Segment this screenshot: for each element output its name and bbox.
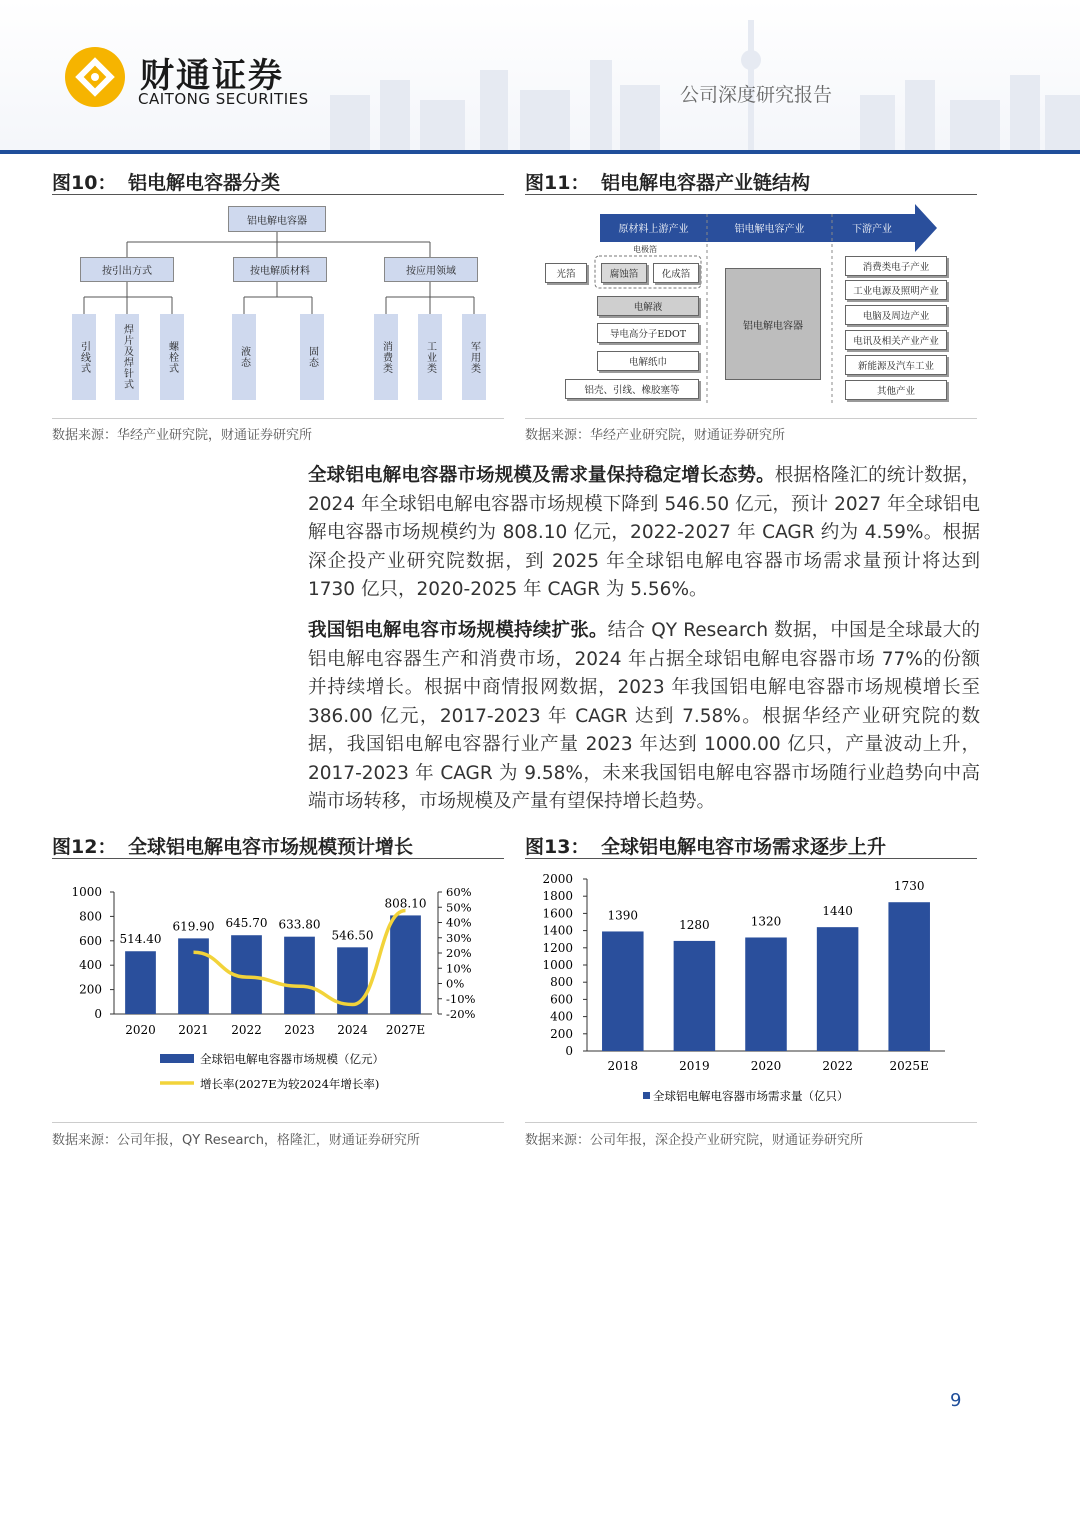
- fig12-y2-tick-label: 50%: [446, 900, 472, 915]
- paragraph-1-lead: 全球铝电解电容器市场规模及需求量保持稳定增长态势。: [308, 465, 775, 486]
- fig12-data-label: 514.40: [119, 932, 162, 947]
- fig11-arrow-label: 原材料上游产业: [618, 224, 689, 235]
- fig12-x-tick-label: 2023: [284, 1023, 315, 1037]
- fig10-leaf-node: 固态: [300, 314, 324, 400]
- fig13-x-tick-label: 2022: [822, 1059, 853, 1073]
- fig12-source: 数据来源：公司年报，QY Research，格隆汇，财通证券研究所: [52, 1133, 420, 1148]
- fig10-leaf-node: 焊片及焊针式: [115, 314, 139, 400]
- fig11-upstream-node: 光箔: [545, 263, 587, 283]
- fig13-title-text: 全球铝电解电容市场需求逐步上升: [601, 836, 887, 858]
- fig11-arrow-label: 下游产业: [852, 224, 892, 235]
- fig11-title-text: 铝电解电容器产业链结构: [601, 172, 811, 194]
- fig11-upstream-node: 铝壳、引线、橡胶塞等: [565, 379, 699, 399]
- fig11-upstream-node: 化成箔: [653, 263, 699, 283]
- fig10-rule: [52, 194, 504, 195]
- fig11-arrow-label: 铝电解电容产业: [734, 224, 805, 235]
- fig12-data-label: 633.80: [278, 917, 321, 932]
- fig12-rule: [52, 858, 504, 859]
- fig13-y-tick-label: 400: [550, 1009, 573, 1024]
- paragraph-1: [308, 462, 980, 605]
- fig12-legend-bar-swatch: [160, 1054, 194, 1063]
- fig10-number: 图10：: [52, 172, 117, 194]
- fig12-title: [52, 832, 413, 859]
- fig13-y-tick-label: 200: [550, 1026, 573, 1041]
- fig11-source: 数据来源：华经产业研究院，财通证券研究所: [525, 428, 786, 443]
- page-number: 9: [950, 1390, 962, 1411]
- fig13-number: 图13：: [525, 836, 590, 858]
- fig10-leaf-node: 引线式: [72, 314, 96, 400]
- paragraph-2: [308, 617, 980, 817]
- fig12-y2-tick-label: 0%: [446, 976, 465, 991]
- fig12-y2-tick-label: -20%: [446, 1007, 476, 1021]
- fig12-y-tick-label: 0: [94, 1007, 102, 1021]
- fig12-y-tick-label: 600: [79, 933, 102, 948]
- fig12-data-label: 546.50: [331, 928, 374, 943]
- fig13-y-tick-label: 800: [550, 975, 573, 990]
- fig11-middle-node: 铝电解电容器: [725, 268, 821, 380]
- fig12-y2-tick-label: -10%: [446, 991, 476, 1006]
- fig10-group-node: 按引出方式: [80, 257, 174, 282]
- fig13-y-tick-label: 1800: [542, 889, 573, 904]
- fig13-bar: [602, 931, 644, 1051]
- paragraph-2-lead: 我国铝电解电容市场规模持续扩张。: [308, 620, 608, 641]
- fig11-downstream-node: 新能源及汽车工业: [845, 355, 947, 375]
- brand-name-cn: 财通证券: [140, 56, 284, 96]
- fig13-x-tick-label: 2020: [750, 1059, 782, 1073]
- fig12-data-label: 645.70: [225, 916, 268, 931]
- fig13-x-tick-label: 2019: [679, 1059, 710, 1073]
- fig11-number: 图11：: [525, 172, 590, 194]
- fig13-rule: [525, 858, 977, 859]
- fig12-x-tick-label: 2027E: [385, 1023, 426, 1037]
- fig12-legend-bar-label: 全球铝电解电容器市场规模（亿元）: [200, 1052, 384, 1066]
- fig13-y-tick-label: 1600: [542, 906, 573, 921]
- fig12-bar: [284, 937, 315, 1014]
- fig11-diagram: [525, 200, 977, 415]
- fig12-bar: [178, 938, 209, 1014]
- fig12-data-label: 619.90: [172, 919, 215, 934]
- fig12-number: 图12：: [52, 836, 117, 858]
- fig13-y-tick-label: 1400: [542, 923, 573, 938]
- fig13-x-tick-label: 2025E: [889, 1059, 929, 1073]
- fig10-group-node: 按应用领域: [384, 257, 478, 282]
- fig13-x-tick-label: 2018: [607, 1059, 639, 1073]
- fig11-downstream-node: 电讯及相关产业产业: [845, 330, 947, 350]
- fig11-downstream-node: 工业电源及照明产业: [845, 280, 947, 300]
- caitong-logo-icon: [62, 44, 128, 114]
- fig10-leaf-node: 工业类: [418, 314, 442, 400]
- fig10-root-node: 铝电解电容器: [228, 206, 326, 232]
- fig13-source: 数据来源：公司年报，深企投产业研究院，财通证券研究所: [525, 1133, 864, 1148]
- fig13-data-label: 1440: [822, 904, 853, 919]
- fig10-title: [52, 168, 280, 195]
- header-rule: [0, 150, 1080, 154]
- fig10-source: 数据来源：华经产业研究院，财通证券研究所: [52, 428, 313, 443]
- fig12-y2-tick-label: 60%: [446, 885, 472, 899]
- fig13-chart: [525, 862, 977, 1118]
- fig12-bar: [390, 915, 421, 1014]
- fig11-electrode-label: 电极箔: [633, 245, 657, 254]
- fig13-bar: [817, 927, 859, 1051]
- fig12-y2-tick-label: 10%: [446, 961, 472, 976]
- fig11-upstream-node: 电解液: [597, 296, 699, 316]
- fig12-y2-tick-label: 20%: [446, 946, 472, 960]
- fig12-source-rule: [52, 1122, 504, 1123]
- fig13-legend-swatch: [643, 1092, 650, 1099]
- fig13-bar: [888, 902, 930, 1051]
- fig13-bar: [745, 937, 787, 1051]
- fig12-chart: [52, 862, 504, 1118]
- paragraph-2-text: 结合 QY Research 数据，中国是全球最大的铝电解电容器生产和消费市场，2024 年占据全球铝电解电容器市场 77%的份额并持续增长。根据中商情报网数据，2023 年我国铝电解电容器市场规模增长至 386.00 亿元，2017-2023 年 CAGR 达到 7.58%。根据华经产业研究院的数据，我国铝电解电容器行业产量 2023 年达到 1000.00 亿只，产量波动上升，2017-2023 年 CAGR 为 9.58%，未来我国铝电解电容器市场随行业趋势向中高端市场转移，市场规模及产量有望保持增长趋势。: [308, 620, 980, 812]
- fig10-leaf-node: 螺栓式: [160, 314, 184, 400]
- fig13-legend-label: 全球铝电解电容器市场需求量（亿只）: [653, 1089, 849, 1103]
- fig13-y-tick-label: 0: [565, 1044, 573, 1058]
- fig13-y-tick-label: 2000: [542, 872, 573, 886]
- fig13-data-label: 1390: [607, 908, 639, 923]
- fig13-y-tick-label: 1000: [542, 958, 573, 972]
- fig13-y-tick-label: 1200: [542, 940, 573, 955]
- fig10-leaf-node: 消费类: [374, 314, 398, 400]
- fig12-legend-line-label: 增长率(2027E为较2024年增长率): [200, 1077, 380, 1091]
- fig13-bar: [674, 941, 716, 1051]
- fig12-y2-tick-label: 40%: [446, 915, 472, 930]
- fig11-downstream-node: 其他产业: [845, 380, 947, 400]
- fig11-upstream-node: 导电高分子EDOT: [597, 323, 699, 343]
- fig12-y2-tick-label: 30%: [446, 930, 472, 945]
- fig12-y-tick-label: 800: [79, 909, 102, 924]
- fig12-x-tick-label: 2022: [231, 1023, 262, 1037]
- paragraph-1-text: 根据格隆汇的统计数据，2024 年全球铝电解电容器市场规模下降到 546.50 亿元，预计 2027 年全球铝电解电容器市场规模约为 808.10 亿元，2022-2027 年 CAGR 约为 4.59%。根据深企投产业研究院数据，到 2025 年全球铝电解电容器市场需求量预计将达到 1730 亿只，2020-2025 年 CAGR 为 5.56%。: [308, 465, 980, 600]
- fig13-data-label: 1730: [893, 879, 925, 894]
- fig12-bar: [125, 951, 156, 1014]
- fig12-x-tick-label: 2021: [178, 1023, 209, 1037]
- fig11-downstream-node: 消费类电子产业: [845, 256, 947, 276]
- fig12-title-text: 全球铝电解电容市场规模预计增长: [128, 836, 414, 858]
- fig10-source-rule: [52, 418, 504, 419]
- fig12-x-tick-label: 2024: [337, 1023, 368, 1037]
- report-type: 公司深度研究报告: [680, 84, 833, 106]
- fig12-data-label: 808.10: [384, 896, 427, 911]
- fig13-data-label: 1280: [679, 917, 710, 932]
- brand-name-en: CAITONG SECURITIES: [138, 90, 309, 108]
- fig13-y-tick-label: 600: [550, 992, 573, 1007]
- fig11-source-rule: [525, 418, 977, 419]
- fig13-source-rule: [525, 1122, 977, 1123]
- fig12-y-tick-label: 200: [79, 982, 102, 997]
- fig10-diagram: [52, 200, 504, 415]
- fig12-y-tick-label: 400: [79, 958, 102, 973]
- fig12-y-tick-label: 1000: [71, 885, 102, 899]
- fig11-title: [525, 168, 810, 195]
- fig11-rule: [525, 194, 977, 195]
- fig12-x-tick-label: 2020: [125, 1023, 156, 1037]
- fig11-downstream-node: 电脑及周边产业: [845, 305, 947, 325]
- fig13-data-label: 1320: [750, 914, 782, 929]
- fig11-upstream-node: 电解纸巾: [597, 351, 699, 371]
- fig11-upstream-node: 腐蚀箔: [601, 263, 647, 283]
- fig10-leaf-node: 液态: [232, 314, 256, 400]
- fig10-group-node: 按电解质材料: [233, 257, 327, 282]
- fig10-leaf-node: 军用类: [462, 314, 486, 400]
- fig13-title: [525, 832, 886, 859]
- fig10-title-text: 铝电解电容器分类: [128, 172, 281, 194]
